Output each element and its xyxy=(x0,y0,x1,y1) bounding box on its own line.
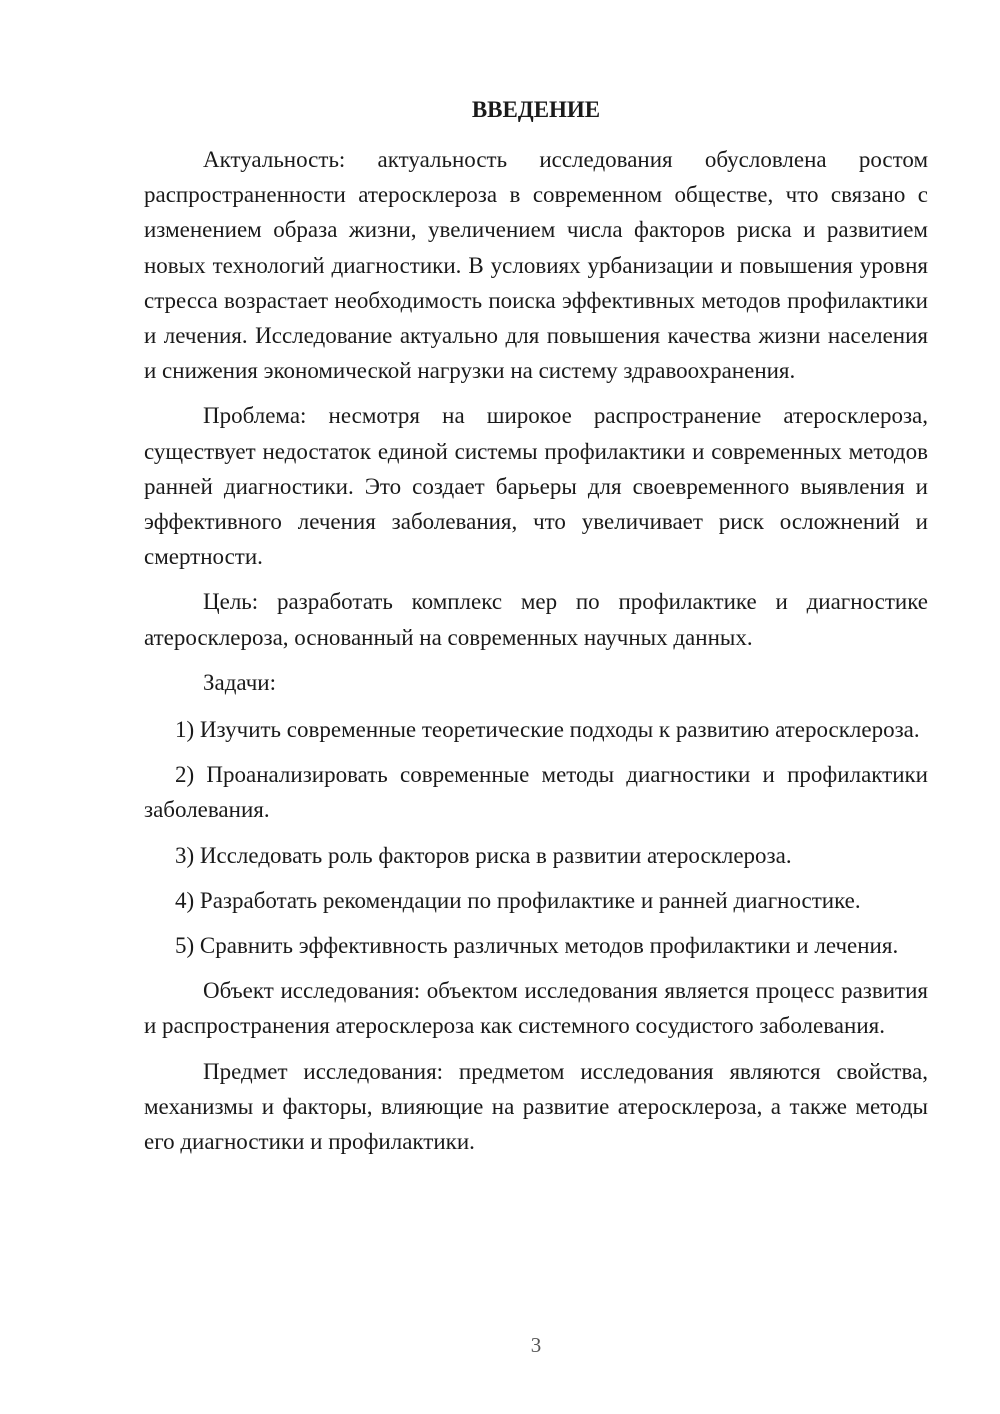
task-item-5: 5) Сравнить эффективность различных методов профилактики и лечения. xyxy=(175,933,899,959)
paragraph-subject: Предмет исследования: предметом исследования являются свойства, механизмы и факторы, влияющие на развитие атеросклероза, а также методы его диагностики и профилактики. xyxy=(144,1058,928,1155)
page-content xyxy=(144,92,928,1169)
tasks-label: Задачи: xyxy=(203,669,276,695)
paragraph-relevance: Актуальность: актуальность исследования обусловлена ростом распространенности атеросклероза в современном обществе, что связано с изменением образа жизни, увеличением числа факторов риска и развитием новых технологий диагностики. В условиях урбанизации и повышения уровня стресса возрастает необходимость поиска эффективных методов профилактики и лечения. Исследование актуально для повышения качества жизни населения и снижения экономической нагрузки на систему здравоохранения. xyxy=(144,147,928,384)
task-item-4: 4) Разработать рекомендации по профилактике и ранней диагностике. xyxy=(175,887,861,913)
task-item-3: 3) Исследовать роль факторов риска в развитии атеросклероза. xyxy=(175,842,792,868)
task-item-1: 1) Изучить современные теоретические подходы к развитию атеросклероза. xyxy=(175,717,920,743)
page-number: 3 xyxy=(530,1333,542,1357)
task-item-2: 2) Проанализировать современные методы диагностики и профилактики заболевания. xyxy=(144,762,928,823)
section-title: ВВЕДЕНИЕ xyxy=(471,97,601,122)
paragraph-problem: Проблема: несмотря на широкое распространение атеросклероза, существует недостаток единой системы профилактики и современных методов ранней диагностики. Это создает барьеры для своевременного выявления и эффективного лечения заболевания, что увеличивает риск осложнений и смертности. xyxy=(144,403,928,570)
paragraph-goal: Цель: разработать комплекс мер по профилактике и диагностике атеросклероза, основанный на современных научных данных. xyxy=(144,589,928,650)
paragraph-object: Объект исследования: объектом исследования является процесс развития и распространения атеросклероза как системного сосудистого заболевания. xyxy=(144,978,928,1039)
